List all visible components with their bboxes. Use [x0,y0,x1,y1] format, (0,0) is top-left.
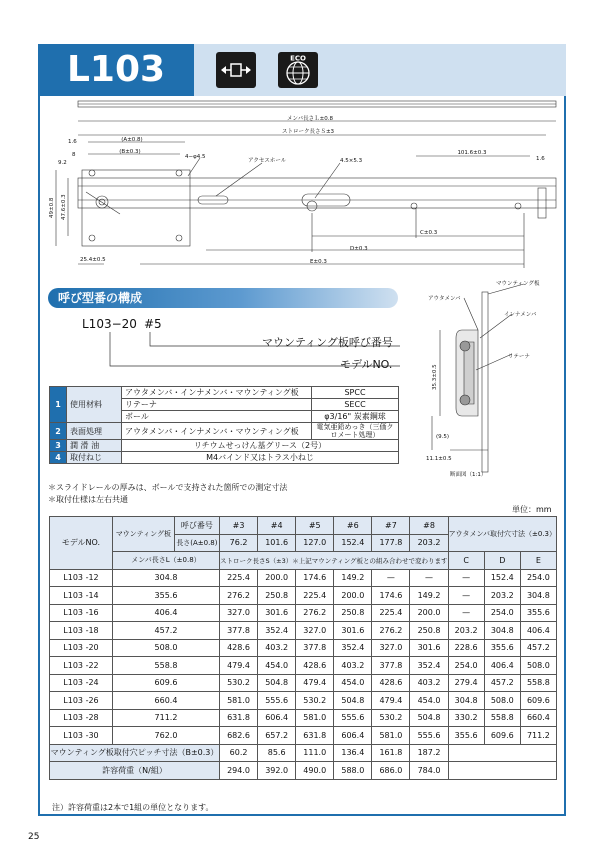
pitch-row-label: マウンティング板取付穴ピッチ寸法（B±0.3） [50,744,220,762]
model-cell: L103 -16 [50,604,113,622]
pitch-101-label: 101.6±0.3 [457,150,487,156]
num-header: #6 [334,517,372,535]
value-cell: 301.6 [258,604,296,622]
spec-item: アウタメンバ・インナメンバ・マウンティング板 [122,387,312,399]
dim-1-6b-label: 1.6 [536,156,545,162]
table-row [50,569,557,587]
value-cell: 428.6 [296,657,334,675]
load-row-cell: 588.0 [334,762,372,780]
dim-25-label: 25.4±0.5 [80,257,106,263]
value-cell: 203.2 [484,587,520,605]
dim-47-label: 47.6±0.3 [61,194,67,220]
value-cell: 555.6 [258,692,296,710]
side-view-drawing [40,98,565,288]
value-cell: 200.0 [410,604,448,622]
value-cell: — [410,569,448,587]
model-code-suffix: #5 [144,317,162,331]
member-length-header: メンバ長さL（±0.8） [112,552,219,570]
member-length-cell: 457.2 [112,622,219,640]
value-cell: 254.0 [520,569,556,587]
load-row [50,762,557,780]
value-cell: 225.4 [372,604,410,622]
table-row [50,622,557,640]
value-cell: 660.4 [520,709,556,727]
model-no-label: モデルNO. [340,358,393,371]
value-cell: 203.2 [448,622,484,640]
rail-slide-icon [216,52,256,88]
num-header: #5 [296,517,334,535]
len-header: 152.4 [334,534,372,552]
cde-header: C [448,552,484,570]
value-cell: 631.8 [296,727,334,745]
model-cell: L103 -22 [50,657,113,675]
value-cell: 555.6 [334,709,372,727]
spec-item: リテーナ [122,399,312,411]
spec-val: SECC [312,399,399,411]
table-row [50,587,557,605]
model-cell: L103 -28 [50,709,113,727]
value-cell: 250.8 [334,604,372,622]
value-cell: 454.0 [410,692,448,710]
inner-member-label: インナメンバ [504,312,537,318]
member-length-label: メンバ長さＬ±0.8 [287,116,333,122]
value-cell: 454.0 [334,674,372,692]
value-cell: 149.2 [334,569,372,587]
table-row [50,709,557,727]
model-cell: L103 -12 [50,569,113,587]
len-header: 76.2 [220,534,258,552]
value-cell: — [448,604,484,622]
page-number: 25 [28,832,40,842]
dim-b-label: (B±0.3) [119,149,141,155]
dim-e-label: E±0.3 [310,259,327,265]
value-cell: 355.6 [520,604,556,622]
member-length-cell: 558.8 [112,657,219,675]
len-header: 101.6 [258,534,296,552]
value-cell: 225.4 [220,569,258,587]
spec-val: 電気亜鉛めっき（三価クロメート処理） [312,423,399,440]
length-a-header: 長さ(A±0.8) [174,534,219,552]
member-length-cell: 762.0 [112,727,219,745]
spec-num: 1 [50,387,67,423]
pitch-row-cell: 60.2 [220,744,258,762]
unit-label: 単位：mm [512,505,552,514]
value-cell: 304.8 [448,692,484,710]
spec-cat: 表面処理 [67,423,122,440]
pitch-row-cell: 187.2 [410,744,448,762]
stroke-header: ストローク長さS（±3）＊上記マウンティング板との組み合わせで変わります [220,552,449,570]
value-cell: 581.0 [296,709,334,727]
value-cell: 558.8 [484,709,520,727]
value-cell: 254.0 [484,604,520,622]
table-row [50,639,557,657]
outer-member-label: アウタメンバ [428,296,461,302]
value-cell: 352.4 [258,622,296,640]
dim-c-label: C±0.3 [420,230,438,236]
value-cell: 530.2 [296,692,334,710]
value-cell: 609.6 [484,727,520,745]
model-cell: L103 -20 [50,639,113,657]
eco-globe-icon [278,52,318,88]
value-cell: 403.2 [334,657,372,675]
member-length-cell: 609.6 [112,674,219,692]
value-cell: 479.4 [220,657,258,675]
value-cell: 530.2 [372,709,410,727]
value-cell: 301.6 [410,639,448,657]
table-row [50,604,557,622]
mount-header: マウンティング板 [112,517,174,552]
slot-label: 4.5×5.3 [340,158,363,164]
value-cell: 276.2 [220,587,258,605]
value-cell: 352.4 [334,639,372,657]
len-header: 127.0 [296,534,334,552]
value-cell: 327.0 [220,604,258,622]
value-cell: 508.0 [484,692,520,710]
spec-item: ボール [122,411,312,423]
width-label: 11.1±0.5 [426,456,452,462]
len-header: 177.8 [372,534,410,552]
section-caption: 断面図（1:1） [450,472,487,478]
value-cell: 250.8 [258,587,296,605]
note-line: ＊スライドレールの厚みは、ボールで支持された箇所での測定寸法 [48,483,288,492]
section-title: 呼び型番の構成 [58,291,143,305]
spec-val: φ3/16" 炭素鋼球 [312,411,399,423]
load-row-label: 許容荷重（N/組） [50,762,220,780]
member-length-cell: 304.8 [112,569,219,587]
member-length-cell: 711.2 [112,709,219,727]
value-cell: 228.6 [448,639,484,657]
value-cell: 276.2 [372,622,410,640]
spec-num: 2 [50,423,67,440]
member-length-cell: 406.4 [112,604,219,622]
value-cell: 479.4 [296,674,334,692]
value-cell: 377.8 [220,622,258,640]
value-cell: — [372,569,410,587]
value-cell: 377.8 [296,639,334,657]
value-cell: 508.0 [520,657,556,675]
cross-section-drawing [420,278,560,498]
value-cell: 711.2 [520,727,556,745]
value-cell: 581.0 [220,692,258,710]
value-cell: 457.2 [484,674,520,692]
note-line: ＊取付仕様は左右共通 [48,495,128,504]
empty-cell [448,744,556,762]
table-row [50,657,557,675]
cde-header: D [484,552,520,570]
footnote: 注）許容荷重は2本で1組の単位となります。 [52,803,214,812]
value-cell: 504.8 [258,674,296,692]
value-cell: 530.2 [220,674,258,692]
pitch-row-cell: 111.0 [296,744,334,762]
value-cell: — [448,587,484,605]
value-cell: 454.0 [258,657,296,675]
spec-num: 3 [50,440,67,452]
value-cell: 479.4 [372,692,410,710]
value-cell: 200.0 [334,587,372,605]
num-header: #4 [258,517,296,535]
value-cell: 406.4 [484,657,520,675]
pitch-row-cell: 136.4 [334,744,372,762]
pitch-row-cell: 161.8 [372,744,410,762]
value-cell: 457.2 [520,639,556,657]
mount-plate-number-label: マウンティング板呼び番号 [262,336,393,349]
value-cell: 174.6 [372,587,410,605]
value-cell: 304.8 [520,587,556,605]
value-cell: 152.4 [484,569,520,587]
table-row [50,727,557,745]
dim-8-label: 8 [72,152,76,158]
table-row [50,692,557,710]
value-cell: 581.0 [372,727,410,745]
spec-num: 4 [50,452,67,464]
dim-9-2-label: 9.2 [58,160,67,166]
value-cell: 327.0 [372,639,410,657]
model-cell: L103 -26 [50,692,113,710]
load-row-cell: 294.0 [220,762,258,780]
dim-1-6a-label: 1.6 [68,139,77,145]
model-cell: L103 -18 [50,622,113,640]
pitch-row [50,744,557,762]
dim-49-label: 49±0.8 [49,197,55,218]
spec-val: リチウムせっけん基グリース（2号） [122,440,399,452]
model-cell: L103 -14 [50,587,113,605]
page-title: L103 [66,49,166,90]
value-cell: 504.8 [334,692,372,710]
value-cell: 377.8 [372,657,410,675]
spec-val: M4バインド又はトラス小ねじ [122,452,399,464]
dim-a-label: (A±0.8) [121,137,143,143]
value-cell: 330.2 [448,709,484,727]
gap-label: (9.5) [436,434,450,440]
nominal-header: 呼び番号 [174,517,219,535]
outer-pitch-header: アウタメンバ取付穴寸法（±0.3） [448,517,556,552]
model-cell: L103 -24 [50,674,113,692]
value-cell: 149.2 [410,587,448,605]
num-header: #8 [410,517,448,535]
spec-val: SPCC [312,387,399,399]
value-cell: 428.6 [372,674,410,692]
load-row-cell: 490.0 [296,762,334,780]
hole-label: 4−φ4.5 [185,154,206,160]
spec-table [49,386,399,464]
model-code: L103−20 [82,317,137,331]
value-cell: 352.4 [410,657,448,675]
retainer-label: リテーナ [508,354,530,360]
value-cell: 279.4 [448,674,484,692]
spec-item: アウタメンバ・インナメンバ・マウンティング板 [122,423,312,440]
value-cell: 225.4 [296,587,334,605]
value-cell: 682.6 [220,727,258,745]
member-length-cell: 660.4 [112,692,219,710]
spec-cat: 取付ねじ [67,452,122,464]
value-cell: 355.6 [448,727,484,745]
value-cell: 406.4 [520,622,556,640]
value-cell: 174.6 [296,569,334,587]
load-row-cell: 686.0 [372,762,410,780]
value-cell: 657.2 [258,727,296,745]
pitch-row-cell: 85.6 [258,744,296,762]
height-label: 35.3±0.5 [432,364,438,390]
value-cell: 301.6 [334,622,372,640]
member-length-cell: 355.6 [112,587,219,605]
load-row-cell: 784.0 [410,762,448,780]
value-cell: 609.6 [520,692,556,710]
value-cell: 504.8 [410,709,448,727]
num-header: #3 [220,517,258,535]
dim-d-label: D±0.3 [350,246,368,252]
value-cell: 558.8 [520,674,556,692]
num-header: #7 [372,517,410,535]
value-cell: 403.2 [410,674,448,692]
model-header: モデルNO. [50,517,113,570]
value-cell: 403.2 [258,639,296,657]
mount-plate-label: マウンティング板 [496,281,540,287]
empty-cell [448,762,556,780]
value-cell: — [448,569,484,587]
value-cell: 304.8 [484,622,520,640]
load-row-cell: 392.0 [258,762,296,780]
value-cell: 606.4 [334,727,372,745]
model-cell: L103 -30 [50,727,113,745]
table-row [50,674,557,692]
cde-header: E [520,552,556,570]
member-length-cell: 508.0 [112,639,219,657]
value-cell: 254.0 [448,657,484,675]
len-header: 203.2 [410,534,448,552]
access-hole-label: アクセスホール [248,158,287,164]
value-cell: 428.6 [220,639,258,657]
value-cell: 606.4 [258,709,296,727]
value-cell: 250.8 [410,622,448,640]
value-cell: 555.6 [410,727,448,745]
stroke-length-label: ストローク長さＳ±3 [281,129,335,135]
eco-label: ECO [290,54,306,63]
value-cell: 327.0 [296,622,334,640]
value-cell: 355.6 [484,639,520,657]
model-table [49,516,557,780]
spec-cat: 使用材料 [67,387,122,423]
value-cell: 631.8 [220,709,258,727]
value-cell: 276.2 [296,604,334,622]
value-cell: 200.0 [258,569,296,587]
spec-cat: 潤 滑 油 [67,440,122,452]
